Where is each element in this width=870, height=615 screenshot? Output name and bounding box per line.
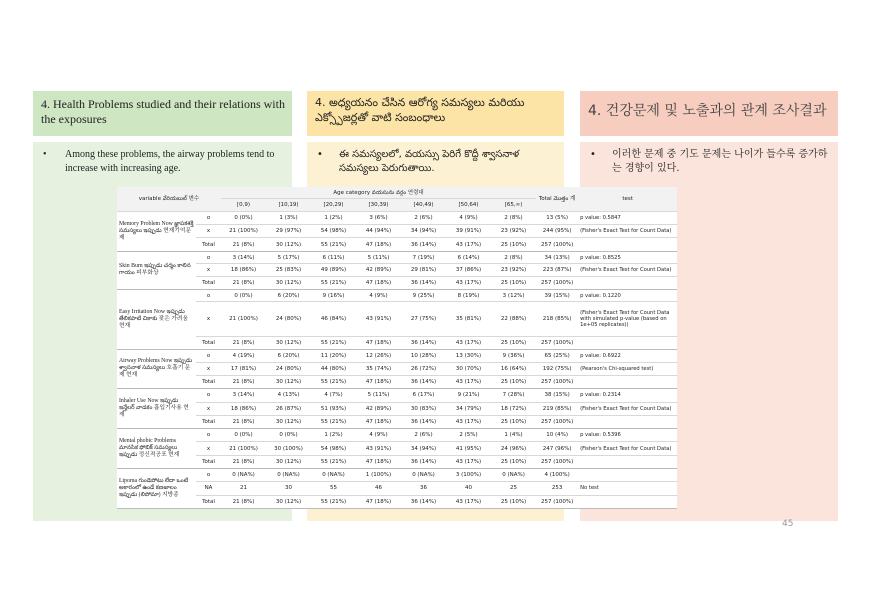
level-cell: Total	[196, 415, 221, 428]
total-cell: 257 (100%)	[536, 238, 578, 251]
test-cell	[578, 495, 677, 508]
count-cell: 47 (18%)	[356, 376, 401, 389]
test-cell: p value: 0.5847	[578, 211, 677, 224]
count-cell: 23 (92%)	[491, 225, 536, 238]
count-cell: 0 (NA%)	[401, 469, 446, 482]
test-cell: (Fisher's Exact Test for Count Data)	[578, 402, 677, 415]
korean-title: 4. 건강문제 및 노출과의 관계 조사결과	[588, 103, 827, 119]
level-cell: x	[196, 302, 221, 336]
count-cell: 25 (10%)	[491, 238, 536, 251]
test-cell	[578, 336, 677, 349]
total-cell: 257 (100%)	[536, 336, 578, 349]
count-cell: 39 (91%)	[446, 225, 491, 238]
count-cell: 12 (26%)	[356, 349, 401, 362]
level-cell: Total	[196, 495, 221, 508]
count-cell: 7 (28%)	[491, 389, 536, 402]
table-row	[117, 277, 677, 290]
count-cell: 7 (19%)	[401, 251, 446, 264]
table-row	[117, 211, 677, 224]
count-cell: 36	[401, 482, 446, 495]
count-cell: 4 (13%)	[266, 389, 311, 402]
total-cell: 192 (75%)	[536, 362, 578, 375]
level-cell: o	[196, 289, 221, 302]
count-cell: 1 (2%)	[311, 429, 356, 442]
count-cell: 18 (86%)	[221, 402, 266, 415]
count-cell: 6 (20%)	[266, 349, 311, 362]
count-cell: 9 (36%)	[491, 349, 536, 362]
english-bullet	[43, 148, 282, 176]
count-cell: 2 (8%)	[491, 211, 536, 224]
count-cell: 3 (6%)	[356, 211, 401, 224]
total-cell: 247 (96%)	[536, 442, 578, 455]
count-cell: 10 (28%)	[401, 349, 446, 362]
count-cell: 55 (21%)	[311, 376, 356, 389]
total-cell: 219 (85%)	[536, 402, 578, 415]
count-cell: 25 (10%)	[491, 495, 536, 508]
bullet-icon: •	[317, 149, 323, 160]
count-cell: 30 (12%)	[266, 415, 311, 428]
count-cell: 2 (8%)	[491, 251, 536, 264]
count-cell: 34 (94%)	[401, 442, 446, 455]
test-cell: p value: 0.2314	[578, 389, 677, 402]
count-cell: 55	[311, 482, 356, 495]
count-cell: 0 (0%)	[221, 429, 266, 442]
count-cell: 34 (79%)	[446, 402, 491, 415]
count-cell: 47 (18%)	[356, 495, 401, 508]
telugu-title-box	[307, 91, 564, 136]
test-cell: (Pearson's Chi-squared test)	[578, 362, 677, 375]
count-cell: 43 (17%)	[446, 376, 491, 389]
total-cell: 257 (100%)	[536, 415, 578, 428]
count-cell: 24 (80%)	[266, 302, 311, 336]
count-cell: 6 (11%)	[311, 251, 356, 264]
count-cell: 35 (81%)	[446, 302, 491, 336]
count-cell: 4 (9%)	[356, 429, 401, 442]
korean-title-box	[580, 91, 838, 136]
count-cell: 21	[221, 482, 266, 495]
count-cell: 30 (83%)	[401, 402, 446, 415]
total-cell: 10 (4%)	[536, 429, 578, 442]
count-cell: 55 (21%)	[311, 415, 356, 428]
count-cell: 49 (89%)	[311, 264, 356, 277]
count-cell: 42 (89%)	[356, 264, 401, 277]
count-cell: 30	[266, 482, 311, 495]
count-cell: 36 (14%)	[401, 336, 446, 349]
count-cell: 2 (6%)	[401, 429, 446, 442]
count-cell: 55 (21%)	[311, 336, 356, 349]
count-cell: 30 (100%)	[266, 442, 311, 455]
test-cell	[578, 238, 677, 251]
test-cell	[578, 469, 677, 482]
level-cell: x	[196, 264, 221, 277]
table-row	[117, 455, 677, 468]
count-cell: 1 (3%)	[266, 211, 311, 224]
variable-header: variable వేరియబుల్ 변수	[117, 187, 221, 211]
count-cell: 21 (8%)	[221, 238, 266, 251]
count-cell: 30 (12%)	[266, 495, 311, 508]
count-cell: 11 (20%)	[311, 349, 356, 362]
table-row	[117, 362, 677, 375]
count-cell: 25 (10%)	[491, 376, 536, 389]
test-cell: No test	[578, 482, 677, 495]
count-cell: 2 (5%)	[446, 429, 491, 442]
total-cell: 34 (13%)	[536, 251, 578, 264]
count-cell: 54 (98%)	[311, 442, 356, 455]
count-cell: 21 (100%)	[221, 225, 266, 238]
count-cell: 43 (91%)	[356, 442, 401, 455]
count-cell: 34 (94%)	[401, 225, 446, 238]
total-cell: 218 (85%)	[536, 302, 578, 336]
test-cell: (Fisher's Exact Test for Count Data with simulated p-value (based on 1e+05 replicates))	[578, 302, 677, 336]
count-cell: 21 (8%)	[221, 495, 266, 508]
total-cell: 257 (100%)	[536, 376, 578, 389]
count-cell: 3 (12%)	[491, 289, 536, 302]
test-cell: p value: 0.8525	[578, 251, 677, 264]
total-cell: 257 (100%)	[536, 277, 578, 290]
count-cell: 44 (80%)	[311, 362, 356, 375]
count-cell: 55 (21%)	[311, 495, 356, 508]
total-cell: 39 (15%)	[536, 289, 578, 302]
count-cell: 43 (17%)	[446, 277, 491, 290]
count-cell: 26 (72%)	[401, 362, 446, 375]
count-cell: 0 (NA%)	[491, 469, 536, 482]
table-row	[117, 238, 677, 251]
test-cell	[578, 415, 677, 428]
count-cell: 18 (72%)	[491, 402, 536, 415]
count-cell: 47 (18%)	[356, 238, 401, 251]
table-row	[117, 349, 677, 362]
count-cell: 0 (NA%)	[221, 469, 266, 482]
age-bin-header: [40,49)	[401, 199, 446, 212]
age-bin-header: [50,64)	[446, 199, 491, 212]
table-row	[117, 389, 677, 402]
count-cell: 47 (18%)	[356, 455, 401, 468]
count-cell: 22 (88%)	[491, 302, 536, 336]
count-cell: 0 (NA%)	[266, 469, 311, 482]
test-header: test	[578, 187, 677, 211]
count-cell: 37 (86%)	[446, 264, 491, 277]
count-cell: 5 (17%)	[266, 251, 311, 264]
count-cell: 1 (4%)	[491, 429, 536, 442]
level-cell: o	[196, 251, 221, 264]
count-cell: 3 (100%)	[446, 469, 491, 482]
count-cell: 21 (8%)	[221, 277, 266, 290]
table-row	[117, 336, 677, 349]
count-cell: 43 (17%)	[446, 495, 491, 508]
count-cell: 21 (8%)	[221, 376, 266, 389]
table-row	[117, 302, 677, 336]
table-row	[117, 442, 677, 455]
count-cell: 4 (9%)	[356, 289, 401, 302]
count-cell: 9 (21%)	[446, 389, 491, 402]
level-cell: Total	[196, 455, 221, 468]
count-cell: 4 (9%)	[446, 211, 491, 224]
table-row	[117, 482, 677, 495]
level-cell: Total	[196, 376, 221, 389]
level-cell: Total	[196, 238, 221, 251]
group-label: Memory Problem Now జ్ఞాపకశక్తి సమస్యలు ఇప్పుడు 현재기억문제	[117, 211, 196, 251]
count-cell: 29 (81%)	[401, 264, 446, 277]
count-cell: 36 (14%)	[401, 277, 446, 290]
level-cell: o	[196, 349, 221, 362]
count-cell: 9 (16%)	[311, 289, 356, 302]
count-cell: 25 (83%)	[266, 264, 311, 277]
count-cell: 30 (12%)	[266, 455, 311, 468]
count-cell: 6 (20%)	[266, 289, 311, 302]
count-cell: 3 (14%)	[221, 389, 266, 402]
group-label: Inhaler Use Now ఇప్పుడు ఇన్హేలర్ వాడకం 흡입기사용 현재	[117, 389, 196, 429]
test-cell: p value: 0.1220	[578, 289, 677, 302]
bullet-icon: •	[43, 149, 47, 160]
level-cell: x	[196, 442, 221, 455]
group-label: Easy Irritation Now ఇప్పుడు తేలికపాటి చికాకు 잦은 가려움 현재	[117, 289, 196, 349]
count-cell: 36 (14%)	[401, 415, 446, 428]
count-cell: 24 (80%)	[266, 362, 311, 375]
count-cell: 21 (8%)	[221, 415, 266, 428]
count-cell: 30 (12%)	[266, 336, 311, 349]
count-cell: 55 (21%)	[311, 277, 356, 290]
age-category-header: Age category వయసును వర్గం 연령대	[221, 187, 536, 199]
count-cell: 43 (17%)	[446, 336, 491, 349]
group-label: Airway Problems Now ఇప్పుడు శ్వాసనాళ సమస్యలు 호흡기 문제 현재	[117, 349, 196, 389]
count-cell: 35 (74%)	[356, 362, 401, 375]
count-cell: 5 (11%)	[356, 389, 401, 402]
count-cell: 4 (19%)	[221, 349, 266, 362]
level-cell: o	[196, 469, 221, 482]
count-cell: 18 (86%)	[221, 264, 266, 277]
count-cell: 42 (89%)	[356, 402, 401, 415]
table-row	[117, 469, 677, 482]
count-cell: 25 (10%)	[491, 415, 536, 428]
test-cell: p value: 0.6922	[578, 349, 677, 362]
count-cell: 29 (97%)	[266, 225, 311, 238]
count-cell: 24 (96%)	[491, 442, 536, 455]
level-cell: NA	[196, 482, 221, 495]
age-bin-header: [0,9)	[221, 199, 266, 212]
total-cell: 13 (5%)	[536, 211, 578, 224]
count-cell: 51 (93%)	[311, 402, 356, 415]
count-cell: 3 (14%)	[221, 251, 266, 264]
english-title: 4. Health Problems studied and their relations with the exposures	[41, 97, 285, 126]
count-cell: 1 (2%)	[311, 211, 356, 224]
count-cell: 23 (92%)	[491, 264, 536, 277]
count-cell: 9 (25%)	[401, 289, 446, 302]
table-header-row	[117, 187, 677, 199]
age-bin-header: [30,39)	[356, 199, 401, 212]
english-bullet-text: Among these problems, the airway problems tend to increase with increasing age.	[65, 149, 275, 174]
total-cell: 257 (100%)	[536, 495, 578, 508]
table-row	[117, 415, 677, 428]
telugu-bullet	[317, 148, 554, 176]
total-cell: 65 (25%)	[536, 349, 578, 362]
count-cell: 17 (81%)	[221, 362, 266, 375]
test-cell: p value: 0.5396	[578, 429, 677, 442]
count-cell: 47 (18%)	[356, 277, 401, 290]
count-cell: 8 (19%)	[446, 289, 491, 302]
total-cell: 253	[536, 482, 578, 495]
table-row	[117, 264, 677, 277]
korean-bullet	[590, 148, 828, 176]
age-bin-header: [65,∞)	[491, 199, 536, 212]
level-cell: Total	[196, 277, 221, 290]
test-cell	[578, 455, 677, 468]
count-cell: 30 (12%)	[266, 238, 311, 251]
count-cell: 0 (0%)	[221, 211, 266, 224]
count-cell: 43 (91%)	[356, 302, 401, 336]
count-cell: 40	[446, 482, 491, 495]
count-cell: 46	[356, 482, 401, 495]
level-cell: x	[196, 362, 221, 375]
count-cell: 30 (12%)	[266, 277, 311, 290]
count-cell: 0 (0%)	[266, 429, 311, 442]
count-cell: 47 (18%)	[356, 336, 401, 349]
count-cell: 6 (17%)	[401, 389, 446, 402]
group-label: Skin Burn ఇప్పుడు చర్మం కాలిన గాయం 피부화상	[117, 251, 196, 289]
count-cell: 2 (6%)	[401, 211, 446, 224]
level-cell: x	[196, 225, 221, 238]
count-cell: 54 (98%)	[311, 225, 356, 238]
age-bin-header: [20,29)	[311, 199, 356, 212]
telugu-title: 4. అధ్యయనం చేసిన ఆరోగ్య సమస్యలు మరియు ఎక్స్పోజర్లతో వాటి సంబంధాలు	[315, 96, 525, 124]
count-cell: 36 (14%)	[401, 455, 446, 468]
count-cell: 27 (75%)	[401, 302, 446, 336]
level-cell: Total	[196, 336, 221, 349]
count-cell: 25 (10%)	[491, 455, 536, 468]
english-title-box	[33, 91, 292, 136]
count-cell: 47 (18%)	[356, 415, 401, 428]
count-cell: 21 (100%)	[221, 442, 266, 455]
count-cell: 25 (10%)	[491, 336, 536, 349]
count-cell: 36 (14%)	[401, 495, 446, 508]
count-cell: 44 (94%)	[356, 225, 401, 238]
group-label: Lipoma గుండెపోటు లేదా ఒంటి అకారంలో ఉండే కణజాలం ఇప్పుడు (లిపోమా) 지방종	[117, 469, 196, 509]
test-cell: (Fisher's Exact Test for Count Data)	[578, 225, 677, 238]
total-cell: 4 (100%)	[536, 469, 578, 482]
count-cell: 43 (17%)	[446, 415, 491, 428]
count-cell: 25 (10%)	[491, 277, 536, 290]
health-problems-table	[117, 187, 677, 509]
level-cell: o	[196, 211, 221, 224]
group-label: Mental phobic Problems మానసిక ఫోబిక్ సమస్యలు ఇప్పుడు 정신적공포 현재	[117, 429, 196, 469]
count-cell: 21 (100%)	[221, 302, 266, 336]
table-row	[117, 289, 677, 302]
test-cell: (Fisher's Exact Test for Count Data)	[578, 442, 677, 455]
count-cell: 55 (21%)	[311, 455, 356, 468]
count-cell: 30 (12%)	[266, 376, 311, 389]
count-cell: 21 (8%)	[221, 455, 266, 468]
count-cell: 41 (95%)	[446, 442, 491, 455]
table-row	[117, 376, 677, 389]
count-cell: 1 (100%)	[356, 469, 401, 482]
count-cell: 43 (17%)	[446, 455, 491, 468]
count-cell: 26 (87%)	[266, 402, 311, 415]
total-header: Total మొత్తం 계	[536, 187, 578, 211]
count-cell: 30 (70%)	[446, 362, 491, 375]
table-row	[117, 251, 677, 264]
page-number: 45	[782, 519, 794, 529]
count-cell: 4 (7%)	[311, 389, 356, 402]
level-cell: o	[196, 389, 221, 402]
total-cell: 244 (95%)	[536, 225, 578, 238]
count-cell: 25	[491, 482, 536, 495]
count-cell: 21 (8%)	[221, 336, 266, 349]
table-row	[117, 429, 677, 442]
table-row	[117, 225, 677, 238]
count-cell: 36 (14%)	[401, 238, 446, 251]
telugu-bullet-text: ఈ సమస్యలలో, వయస్సు పెరిగే కొద్దీ శ్వాసనాళ సమస్యలు పెరుగుతాయి.	[339, 149, 520, 174]
count-cell: 0 (0%)	[221, 289, 266, 302]
count-cell: 36 (14%)	[401, 376, 446, 389]
total-cell: 38 (15%)	[536, 389, 578, 402]
count-cell: 16 (64%)	[491, 362, 536, 375]
count-cell: 6 (14%)	[446, 251, 491, 264]
total-cell: 223 (87%)	[536, 264, 578, 277]
level-cell: o	[196, 429, 221, 442]
count-cell: 43 (17%)	[446, 238, 491, 251]
table-row	[117, 495, 677, 508]
table-row	[117, 402, 677, 415]
count-cell: 0 (NA%)	[311, 469, 356, 482]
count-cell: 13 (30%)	[446, 349, 491, 362]
count-cell: 55 (21%)	[311, 238, 356, 251]
count-cell: 5 (11%)	[356, 251, 401, 264]
level-cell: x	[196, 402, 221, 415]
bullet-icon: •	[590, 149, 596, 160]
korean-bullet-text: 이러한 문제 중 기도 문제는 나이가 들수록 증가하는 경향이 있다.	[612, 149, 828, 174]
test-cell	[578, 376, 677, 389]
total-cell: 257 (100%)	[536, 455, 578, 468]
test-cell	[578, 277, 677, 290]
age-bin-header: [10,19)	[266, 199, 311, 212]
count-cell: 46 (84%)	[311, 302, 356, 336]
test-cell: (Fisher's Exact Test for Count Data)	[578, 264, 677, 277]
